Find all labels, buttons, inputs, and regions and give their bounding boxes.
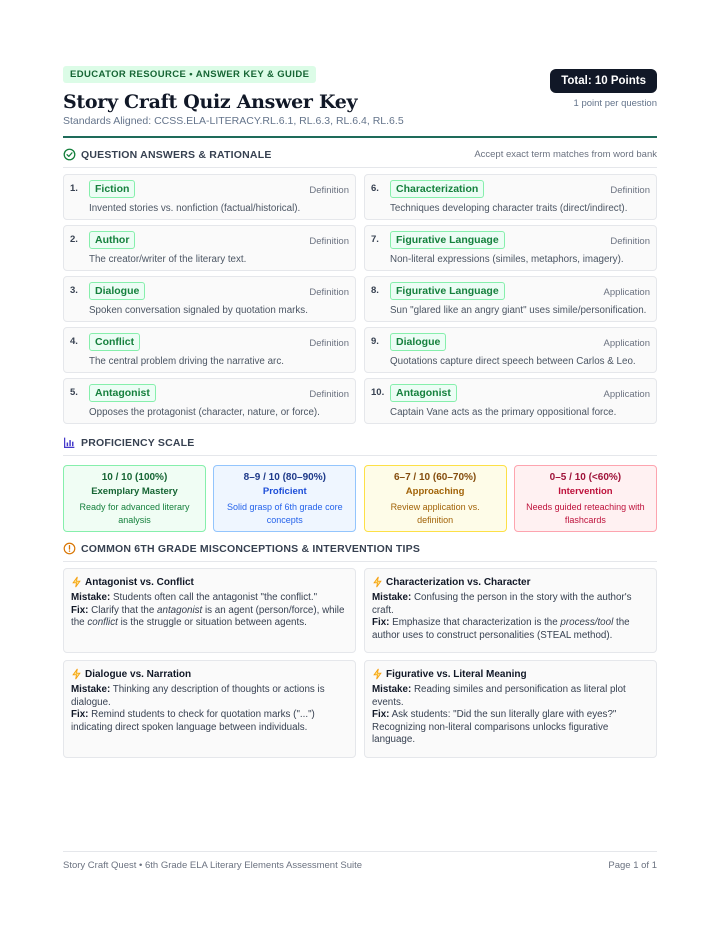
answer-rationale: The central problem driving the narrative arc. xyxy=(89,356,284,367)
proficiency-level-card xyxy=(63,465,206,532)
answer-card xyxy=(63,378,356,424)
misconceptions-grid xyxy=(63,568,657,758)
question-type: Application xyxy=(603,338,650,349)
question-type: Definition xyxy=(309,389,349,400)
answer-rationale: Spoken conversation signaled by quotation marks. xyxy=(89,305,308,316)
answer-card xyxy=(63,174,356,220)
fix-text: Remind students to check for quotation marks ("...") indicating direct spoken language between individuals. xyxy=(71,709,315,733)
fix-text: Clarify that the xyxy=(91,604,158,616)
level-label: Exemplary Mastery xyxy=(91,486,178,497)
level-score: 10 / 10 (100%) xyxy=(101,472,168,483)
answer-rationale: Captain Vane acts as the primary oppositional force. xyxy=(390,407,617,418)
answer-term: Fiction xyxy=(89,180,135,198)
question-number: 1. xyxy=(70,183,78,194)
mistake-text: Confusing the person in the story with the author's craft. xyxy=(372,592,632,616)
check-circle-icon xyxy=(63,148,76,161)
answer-card xyxy=(364,276,657,322)
misconceptions-section-title-wrap xyxy=(63,542,420,555)
footer-suite-name: Story Craft Quest • 6th Grade ELA Literary Elements Assessment Suite xyxy=(63,860,363,871)
fix-text: Emphasize that characterization is the xyxy=(392,617,561,629)
page-title: Story Craft Quiz Answer Key xyxy=(63,91,358,113)
answer-term: Figurative Language xyxy=(390,231,505,249)
fix-text: is an agent (person/force), while the xyxy=(71,604,345,629)
total-points-pill: Total: 10 Points xyxy=(550,69,657,93)
answer-card xyxy=(364,378,657,424)
answers-section-title: QUESTION ANSWERS & RATIONALE xyxy=(81,148,272,161)
misconceptions-section-header xyxy=(63,542,657,562)
answer-card xyxy=(364,174,657,220)
answer-term: Figurative Language xyxy=(390,282,505,300)
fix-text: the author uses to construct personalities (STEAL method). xyxy=(372,617,630,641)
question-number: 9. xyxy=(371,336,379,347)
answer-term: Conflict xyxy=(89,333,140,351)
misconception-title: Figurative vs. Literal Meaning xyxy=(386,668,527,680)
level-description: Ready for advanced literary analysis xyxy=(79,502,190,525)
proficiency-scale xyxy=(63,465,657,532)
misconception-heading xyxy=(71,668,348,680)
level-score: 0–5 / 10 (<60%) xyxy=(549,472,622,483)
mistake-label: Mistake: xyxy=(71,592,111,603)
answer-term: Characterization xyxy=(390,180,484,198)
question-number: 6. xyxy=(371,183,379,194)
question-number: 7. xyxy=(371,234,379,245)
points-note: 1 point per question xyxy=(573,98,657,109)
fix-label: Fix: xyxy=(71,709,89,721)
misconception-title: Characterization vs. Character xyxy=(386,576,531,588)
level-label: Intervention xyxy=(558,486,613,497)
level-score: 6–7 / 10 (60–70%) xyxy=(393,472,477,483)
level-label: Proficient xyxy=(262,486,307,497)
question-type: Definition xyxy=(309,185,349,196)
answer-term: Author xyxy=(89,231,135,249)
misconception-card xyxy=(63,568,356,653)
answer-term: Antagonist xyxy=(89,384,156,402)
fix-label: Fix: xyxy=(372,709,390,721)
header-divider xyxy=(63,136,657,138)
question-type: Definition xyxy=(309,236,349,247)
answer-rationale: Quotations capture direct speech between Carlos & Leo. xyxy=(390,356,636,367)
question-number: 2. xyxy=(70,234,78,245)
answer-rationale: The creator/writer of the literary text. xyxy=(89,254,247,265)
lightning-bolt-icon xyxy=(372,576,383,588)
proficiency-level-card xyxy=(364,465,507,532)
question-type: Definition xyxy=(309,338,349,349)
standards-line: Standards Aligned: CCSS.ELA-LITERACY.RL.6.1, RL.6.3, RL.6.4, RL.6.5 xyxy=(63,115,404,127)
misconception-heading xyxy=(372,668,649,680)
answer-term: Dialogue xyxy=(89,282,145,300)
level-description: Solid grasp of 6th grade core concepts xyxy=(227,502,343,525)
question-type: Application xyxy=(603,389,650,400)
lightning-bolt-icon xyxy=(372,668,383,680)
fix-text: is the struggle or situation between agents. xyxy=(117,617,307,629)
page-number: Page 1 of 1 xyxy=(608,860,657,871)
misconception-body xyxy=(71,592,348,630)
warning-circle-icon xyxy=(63,542,76,555)
misconception-title: Antagonist vs. Conflict xyxy=(85,576,194,588)
proficiency-level-card xyxy=(213,465,356,532)
answer-term: Antagonist xyxy=(390,384,457,402)
question-type: Application xyxy=(603,287,650,298)
level-description: Review application vs. definition xyxy=(390,502,480,525)
lightning-bolt-icon xyxy=(71,668,82,680)
proficiency-section-title: PROFICIENCY SCALE xyxy=(81,436,195,449)
question-number: 4. xyxy=(70,336,78,347)
misconception-body xyxy=(71,684,348,734)
page-footer xyxy=(63,851,657,871)
question-number: 5. xyxy=(70,387,78,398)
misconception-body xyxy=(372,592,649,642)
answer-key-page xyxy=(63,64,657,758)
answers-section-title-wrap xyxy=(63,148,272,161)
lightning-bolt-icon xyxy=(71,576,82,588)
question-type: Definition xyxy=(610,236,650,247)
question-number: 3. xyxy=(70,285,78,296)
answers-grid xyxy=(63,174,657,424)
bar-chart-icon xyxy=(63,436,76,449)
answer-rationale: Sun "glared like an angry giant" uses simile/personification. xyxy=(390,305,647,316)
level-description: Needs guided reteaching with flashcards xyxy=(526,502,645,525)
mistake-label: Mistake: xyxy=(372,684,412,695)
answer-term: Dialogue xyxy=(390,333,446,351)
fix-emphasis: conflict xyxy=(87,617,118,629)
answer-card xyxy=(364,327,657,373)
answer-card xyxy=(364,225,657,271)
answer-card xyxy=(63,225,356,271)
mistake-label: Mistake: xyxy=(372,592,412,603)
fix-emphasis: process/tool xyxy=(560,617,614,629)
level-label: Approaching xyxy=(405,486,465,497)
misconception-body xyxy=(372,684,649,747)
fix-text: Ask students: "Did the sun literally glare with eyes?" Recognizing non-literal comparisons unlocks figurative language. xyxy=(372,709,617,746)
answers-section-note: Accept exact term matches from word bank xyxy=(474,149,657,160)
question-type: Definition xyxy=(610,185,650,196)
question-number: 8. xyxy=(371,285,379,296)
misconceptions-section-title: COMMON 6TH GRADE MISCONCEPTIONS & INTERVENTION TIPS xyxy=(81,542,421,555)
mistake-text: Thinking any description of thoughts or actions is dialogue. xyxy=(71,684,325,708)
answer-rationale: Invented stories vs. nonfiction (factual/historical). xyxy=(89,203,301,214)
proficiency-section-header xyxy=(63,436,657,456)
proficiency-section-title-wrap xyxy=(63,436,194,449)
proficiency-level-card xyxy=(514,465,657,532)
level-score: 8–9 / 10 (80–90%) xyxy=(243,472,326,483)
misconception-card xyxy=(63,660,356,758)
misconception-card xyxy=(364,660,657,758)
question-type: Definition xyxy=(309,287,349,298)
misconception-title: Dialogue vs. Narration xyxy=(85,668,192,680)
answer-card xyxy=(63,276,356,322)
mistake-text: Reading similes and personification as literal plot events. xyxy=(372,684,626,708)
answer-card xyxy=(63,327,356,373)
misconception-heading xyxy=(71,576,348,588)
answer-rationale: Techniques developing character traits (direct/indirect). xyxy=(390,203,628,214)
resource-badge: EDUCATOR RESOURCE • ANSWER KEY & GUIDE xyxy=(63,66,316,83)
mistake-text: Students often call the antagonist "the conflict." xyxy=(112,592,318,603)
answers-section-header xyxy=(63,148,657,168)
question-number: 10. xyxy=(371,387,385,398)
answer-rationale: Opposes the protagonist (character, nature, or force). xyxy=(89,407,320,418)
fix-label: Fix: xyxy=(372,617,390,629)
fix-emphasis: antagonist xyxy=(157,604,203,616)
misconception-card xyxy=(364,568,657,653)
answer-rationale: Non-literal expressions (similes, metaphors, imagery). xyxy=(390,254,624,265)
fix-label: Fix: xyxy=(71,604,89,616)
mistake-label: Mistake: xyxy=(71,684,111,695)
header xyxy=(63,64,657,127)
misconception-heading xyxy=(372,576,649,588)
